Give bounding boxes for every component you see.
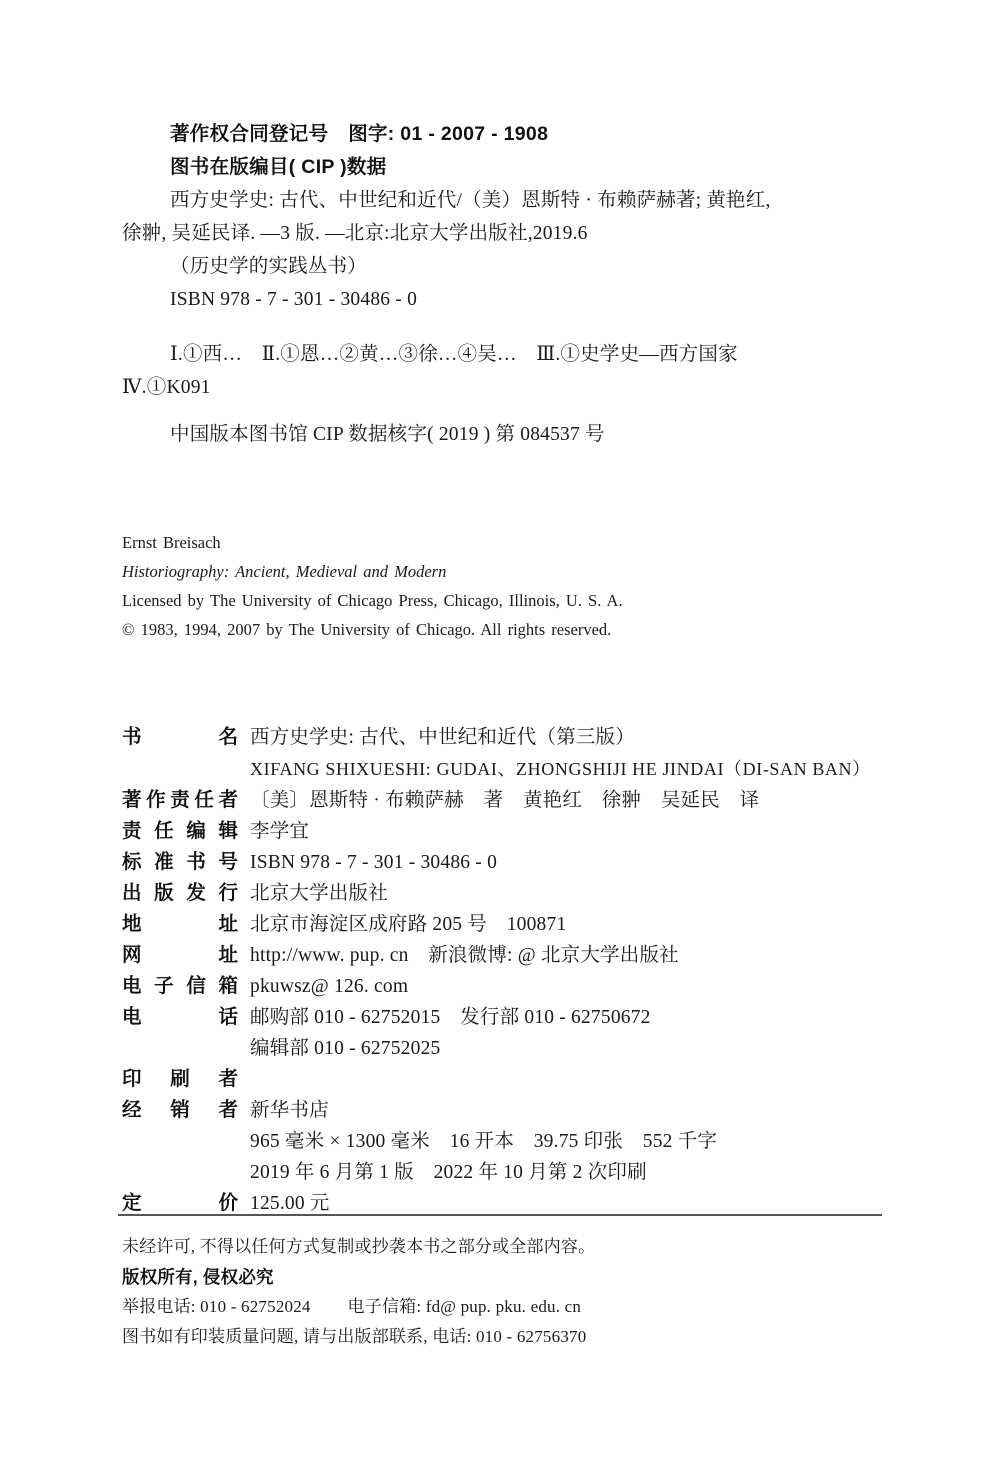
english-title: Historiography: Ancient, Medieval and Modern — [122, 562, 447, 581]
cip-heading: 图书在版编目( CIP )数据 — [170, 156, 387, 178]
colophon-value-email[interactable]: pkuwsz@ 126. com — [250, 976, 409, 997]
phone-line-2: 编辑部 010 - 62752025 — [250, 1038, 441, 1059]
colophon-label-isbn: 标准书号 — [122, 851, 238, 873]
cip-entry-line-1: 西方史学史: 古代、中世纪和近代/（美）恩斯特 · 布赖萨赫著; 黄艳红, — [170, 190, 771, 211]
colophon-label-phone: 电话 — [122, 1006, 238, 1028]
quality-notice: 图书如有印装质量问题, 请与出版部联系, 电话: 010 - 62756370 — [122, 1327, 587, 1346]
colophon-value-title — [250, 722, 912, 785]
book-title-pinyin: XIFANG SHIXUESHI: GUDAI、ZHONGSHIJI HE JINDAI（DI-SAN BAN） — [250, 759, 871, 779]
cip-classification-line-1: Ⅰ.①西… Ⅱ.①恩…②黄…③徐…④吴… Ⅲ.①史学史—西方国家 — [170, 344, 738, 365]
colophon-value-price: 125.00 元 — [250, 1193, 330, 1214]
book-title-cn: 西方史学史: 古代、中世纪和近代（第三版） — [250, 727, 635, 748]
cip-series-line: （历史学的实践丛书） — [170, 256, 368, 277]
colophon-value-address: 北京市海淀区成府路 205 号 100871 — [250, 914, 567, 935]
report-contact-line — [122, 1292, 912, 1322]
colophon-row-publisher — [122, 878, 912, 909]
colophon-label-editor: 责任编辑 — [122, 820, 238, 842]
cip-isbn-line: ISBN 978 - 7 - 301 - 30486 - 0 — [170, 289, 418, 310]
colophon-value-printer — [250, 1064, 912, 1095]
cip-block — [122, 118, 882, 451]
colophon-label-publisher: 出版发行 — [122, 882, 238, 904]
colophon-value-publisher: 北京大学出版社 — [250, 883, 388, 904]
rights-reserved-notice: 版权所有, 侵权必究 — [122, 1267, 274, 1287]
colophon-label-authors: 著作责任者 — [122, 789, 238, 811]
colophon-row-isbn — [122, 847, 912, 878]
english-copyright: © 1983, 1994, 2007 by The University of Chicago. All rights reserved. — [122, 620, 612, 639]
colophon-row-email — [122, 971, 912, 1002]
colophon-label-printer: 印刷者 — [122, 1068, 238, 1090]
colophon-label-distributor: 经销者 — [122, 1099, 238, 1121]
colophon-row-editor — [122, 816, 912, 847]
colophon-value-editor: 李学宜 — [250, 821, 310, 842]
colophon-row-printer — [122, 1064, 912, 1095]
colophon-label-price: 定价 — [122, 1192, 238, 1214]
distributor-name: 新华书店 — [250, 1100, 329, 1121]
colophon-row-address — [122, 909, 912, 940]
report-email: 电子信箱: fd@ pup. pku. edu. cn — [347, 1297, 582, 1316]
cip-spacer-2 — [122, 404, 882, 418]
colophon-value-authors: 〔美〕恩斯特 · 布赖萨赫 著 黄艳红 徐翀 吴延民 译 — [250, 790, 760, 811]
colophon-label-website: 网址 — [122, 944, 238, 966]
printing-history: 2019 年 6 月第 1 版 2022 年 10 月第 2 次印刷 — [250, 1162, 647, 1183]
cip-classification-line-2: Ⅳ.①K091 — [122, 377, 211, 398]
colophon-label-title: 书名 — [122, 726, 238, 748]
footer-notices — [122, 1232, 912, 1352]
format-specs: 965 毫米 × 1300 毫米 16 开本 39.75 印张 552 千字 — [250, 1131, 718, 1152]
colophon-row-authors — [122, 785, 912, 816]
colophon-label-email: 电子信箱 — [122, 975, 238, 997]
horizontal-rule — [118, 1214, 882, 1216]
colophon-value-phone — [250, 1002, 912, 1064]
report-phone: 举报电话: 010 - 62752024 — [122, 1297, 311, 1316]
colophon-value-website[interactable]: http://www. pup. cn 新浪微博: @ 北京大学出版社 — [250, 945, 679, 966]
colophon-table — [122, 722, 912, 1219]
colophon-row-title — [122, 722, 912, 785]
colophon-value-isbn: ISBN 978 - 7 - 301 - 30486 - 0 — [250, 852, 498, 873]
english-license: Licensed by The University of Chicago Press, Chicago, Illinois, U. S. A. — [122, 591, 623, 610]
cip-classification — [122, 338, 882, 404]
english-rights-block — [122, 528, 862, 644]
copyright-contract-number: 著作权合同登记号 图字: 01 - 2007 - 1908 — [170, 123, 549, 145]
cip-entry-line-2: 徐翀, 吴延民译. —3 版. —北京:北京大学出版社,2019.6 — [122, 223, 588, 244]
cip-spacer-1 — [122, 316, 882, 338]
reproduction-notice: 未经许可, 不得以任何方式复制或抄袭本书之部分或全部内容。 — [122, 1237, 596, 1256]
cip-number-line: 中国版本图书馆 CIP 数据核字( 2019 ) 第 084537 号 — [170, 424, 605, 445]
colophon-row-phone — [122, 1002, 912, 1064]
colophon-row-website — [122, 940, 912, 971]
english-author: Ernst Breisach — [122, 533, 221, 552]
colophon-value-distributor — [250, 1095, 912, 1188]
colophon-row-distributor — [122, 1095, 912, 1188]
phone-line-1: 邮购部 010 - 62752015 发行部 010 - 62750672 — [250, 1007, 651, 1028]
colophon-label-address: 地址 — [122, 913, 238, 935]
